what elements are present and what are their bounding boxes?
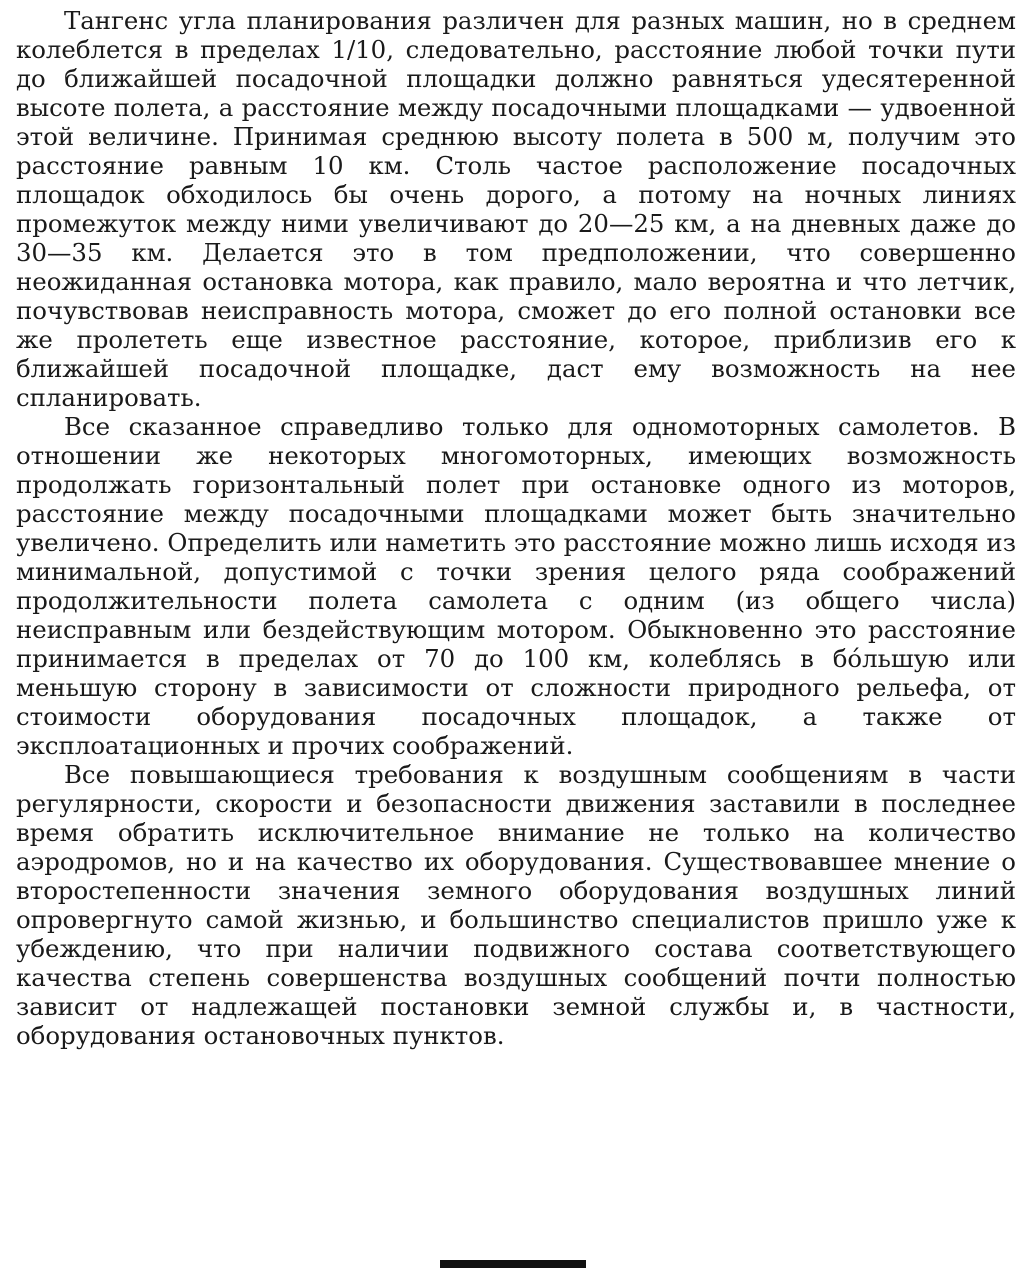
paragraph-2: Все сказанное справедливо только для одномоторных самолетов. В отношении же некоторых многомоторных, имеющих возможность продолжать горизонтальный полет при остановке одного из моторов, расстояние между посадочными площадками может быть значительно увеличено. Определить или наметить это расстояние можно лишь исходя из минимальной, допустимой с точки зрения целого ряда соображений продолжительности полета самолета с одним (из общего числа) неисправным или бездействующим мотором. Обыкновенно это расстояние принимается в пределах от 70 до 100 км, колеблясь в бо́льшую или меньшую сторону в зависимости от сложности природного рельефа, от стоимости оборудования посадочных площадок, а также от эксплоатационных и прочих соображений. <box>16 412 1016 760</box>
end-rule <box>440 1260 586 1268</box>
paragraph-3: Все повышающиеся требования к воздушным сообщениям в части регулярности, скорости и безопасности движения заставили в последнее время обратить исключительное внимание не только на количество аэродромов, но и на качество их оборудования. Существовавшее мнение о второстепенности значения земного оборудования воздушных линий опровергнуто самой жизнью, и большинство специалистов пришло уже к убеждению, что при наличии подвижного состава соответствующего качества степень совершенства воздушных сообщений почти полностью зависит от надлежащей постановки земной службы и, в частности, оборудования остановочных пунктов. <box>16 760 1016 1050</box>
paragraph-1: Тангенс угла планирования различен для разных машин, но в среднем колеблется в пределах 1/10, следовательно, расстояние любой точки пути до ближайшей посадочной площадки должно равняться удесятеренной высоте полета, а расстояние между посадочными площадками — удвоенной этой величине. Принимая среднюю высоту полета в 500 м, получим это расстояние равным 10 км. Столь частое расположение посадочных площадок обходилось бы очень дорого, а потому на ночных линиях промежуток между ними увеличивают до 20—25 км, а на дневных даже до 30—35 км. Делается это в том предположении, что совершенно неожиданная остановка мотора, как правило, мало вероятна и что летчик, почувствовав неисправность мотора, сможет до его полной остановки все же пролететь еще известное расстояние, которое, приблизив его к ближайшей посадочной площадке, даст ему возможность на нее спланировать. <box>16 6 1016 412</box>
page-text <box>16 6 1016 1050</box>
